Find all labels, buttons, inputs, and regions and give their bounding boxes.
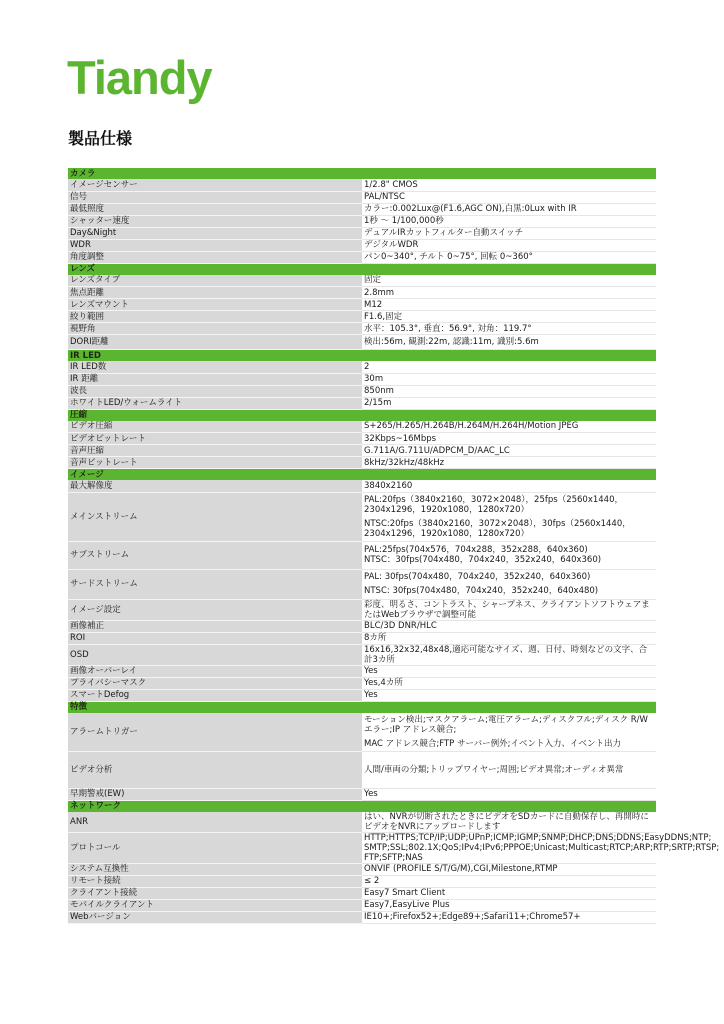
spec-value (362, 480, 656, 492)
spec-label: 画像オーバーレイ (68, 665, 362, 677)
section-bar (362, 800, 656, 812)
spec-value (362, 311, 656, 323)
section-title: 特徴 (68, 701, 362, 713)
spec-row (68, 541, 656, 569)
spec-row (68, 713, 656, 752)
spec-label: ANR (68, 812, 362, 833)
spec-label: システム互換性 (68, 863, 362, 875)
section-title: ネットワーク (68, 800, 362, 812)
spec-label: プロトコール (68, 832, 362, 863)
spec-row (68, 863, 656, 875)
spec-value-line: モーション検出;マスクアラーム;電圧アラーム;ディスクフル;ディスク R/W エラー;IP アドレス競合; (364, 714, 648, 735)
spec-value-line: HTTP;HTTPS;TCP/IP;UDP;UPnP;ICMP;IGMP;SNMP;DHCP;DNS;DDNS;EasyDDNS;NTP; (364, 832, 712, 843)
spec-row (68, 445, 656, 457)
spec-label: サードストリーム (68, 569, 362, 599)
section-title: レンズ (68, 263, 362, 275)
section-title: 圧縮 (68, 409, 362, 421)
section-bar (362, 409, 656, 421)
spec-value (362, 812, 656, 833)
spec-value (362, 887, 656, 899)
spec-label: アラームトリガー (68, 713, 362, 752)
spec-value-line: ONVIF (PROFILE S/T/G/M),CGI,Milestone,RTMP (364, 864, 558, 874)
spec-row (68, 457, 656, 469)
spec-value (362, 191, 656, 203)
section-bar (362, 168, 656, 179)
spec-value (362, 665, 656, 677)
spec-table (68, 168, 720, 924)
spec-value (362, 569, 656, 599)
spec-label: IR LED数 (68, 361, 362, 373)
spec-value-line: 30m (364, 374, 384, 384)
spec-value (362, 788, 656, 800)
section-bar (362, 263, 656, 275)
spec-row (68, 620, 656, 632)
spec-label: ビデオビットレート (68, 433, 362, 445)
spec-value-line: 2/15m (364, 398, 392, 408)
spec-value-line: IE10+;Firefox52+;Edge89+;Safari11+;Chrome57+ (364, 912, 581, 922)
section-bar (362, 350, 656, 362)
spec-row (68, 373, 656, 385)
section-header (68, 168, 656, 179)
spec-label: 最低照度 (68, 203, 362, 215)
spec-label: 最大解像度 (68, 480, 362, 492)
spec-row (68, 239, 656, 251)
spec-label: モバイルクライアント (68, 899, 362, 911)
spec-value-line: 2 (364, 361, 370, 372)
spec-label: 波長 (68, 385, 362, 397)
spec-value (362, 445, 656, 457)
spec-value (362, 541, 656, 569)
spec-value (362, 492, 656, 541)
spec-value (362, 227, 656, 239)
spec-label: IR 距離 (68, 373, 362, 385)
spec-label: Webバージョン (68, 911, 362, 923)
spec-value-line: 1秒 ～ 1/100,000秒 (364, 216, 444, 226)
spec-value (362, 385, 656, 397)
section-header (68, 263, 656, 275)
spec-value (362, 751, 656, 788)
spec-label: 角度調整 (68, 251, 362, 263)
spec-value-line: デュアルIRカットフィルター自動スイッチ (364, 228, 524, 238)
spec-value-line: 2.8mm (364, 287, 395, 298)
spec-value-line: 彩度、明るさ、コントラスト、シャープネス、クライアントソフトウェアまたはWebブラウザで調整可能 (364, 599, 650, 620)
spec-value-line: Yes (364, 666, 378, 676)
spec-label: 信号 (68, 191, 362, 203)
spec-value (362, 677, 656, 689)
spec-value-line: はい、NVRが切断されたときにビデオをSDカードに自動保存し、再開時にビデオをNVRにアップロードします (364, 811, 649, 832)
section-title: カメラ (68, 168, 362, 179)
spec-value-line: Yes,4カ所 (364, 678, 403, 688)
spec-row (68, 397, 656, 409)
spec-row (68, 215, 656, 227)
spec-value-line: 32Kbps~16Mbps (364, 433, 437, 444)
section-header (68, 469, 656, 481)
section-header (68, 800, 656, 812)
spec-value (362, 203, 656, 215)
spec-row (68, 421, 656, 433)
spec-row (68, 689, 656, 701)
spec-row (68, 433, 656, 445)
section-bar (362, 701, 656, 713)
spec-value-line: NTSC：30fps(704x480，704x240，352x240，640x360) (364, 555, 602, 565)
spec-value (362, 361, 656, 373)
section-header (68, 350, 656, 362)
spec-row (68, 812, 656, 833)
spec-value-line: PAL:20fps（3840x2160，3072×2048），25fps（2560x1440，2304x1296，1920x1080，1280x720） (364, 494, 623, 515)
spec-value-line: 850nm (364, 386, 394, 396)
spec-label: ビデオ分析 (68, 751, 362, 788)
spec-row (68, 875, 656, 887)
spec-value-line: NTSC: 30fps(704x480，704x240，352x240，640x480) (364, 586, 599, 596)
spec-value (362, 251, 656, 263)
spec-value-line: 水平：105.3°, 垂直：56.9°, 対角：119.7° (364, 323, 532, 334)
spec-value-line: Easy7 Smart Client (364, 888, 446, 898)
spec-row (68, 788, 656, 800)
spec-row (68, 385, 656, 397)
spec-row (68, 335, 656, 350)
spec-value (362, 832, 720, 863)
spec-row (68, 480, 656, 492)
page-title: 製品仕様 (68, 129, 133, 148)
spec-value (362, 911, 656, 923)
spec-label: WDR (68, 239, 362, 251)
section-title: イメージ (68, 469, 362, 481)
spec-value (362, 215, 656, 227)
spec-label: クライアント接続 (68, 887, 362, 899)
spec-value-line: パン0~340°, チルト 0~75°, 回転 0~360° (364, 252, 533, 262)
spec-label: Day&Night (68, 227, 362, 239)
spec-value (362, 299, 656, 311)
section-header (68, 409, 656, 421)
spec-row (68, 644, 656, 665)
spec-row (68, 203, 656, 215)
spec-value-line: Yes (364, 789, 378, 799)
spec-value (362, 323, 656, 335)
spec-value-line: G.711A/G.711U/ADPCM_D/AAC_LC (364, 445, 510, 456)
spec-row (68, 492, 656, 541)
spec-label: サブストリーム (68, 541, 362, 569)
spec-value-line: PAL:25fps(704x576，704x288，352x288，640x360) (364, 545, 588, 555)
spec-value-line: BLC/3D DNR/HLC (364, 621, 437, 631)
spec-row (68, 361, 656, 373)
spec-label: スマートDefog (68, 689, 362, 701)
spec-row (68, 191, 656, 203)
spec-label: レンズタイプ (68, 275, 362, 287)
spec-row (68, 299, 656, 311)
spec-row (68, 751, 656, 788)
spec-row (68, 311, 656, 323)
spec-label: レンズマウント (68, 299, 362, 311)
spec-value-line: S+265/H.265/H.264B/H.264M/H.264H/Motion JPEG (364, 421, 579, 432)
spec-value (362, 899, 656, 911)
spec-label: OSD (68, 644, 362, 665)
spec-row (68, 569, 656, 599)
spec-value-line: M12 (364, 299, 383, 310)
spec-label: DORI距離 (68, 335, 362, 350)
spec-value-line: 検出:56m, 観測:22m, 認識:11m, 識別:5.6m (364, 337, 539, 347)
spec-label: プライバシーマスク (68, 677, 362, 689)
spec-value (362, 644, 656, 665)
spec-label: 早期警戒(EW) (68, 788, 362, 800)
spec-value (362, 620, 656, 632)
spec-value (362, 397, 656, 409)
spec-label: ホワイトLED/ウォームライト (68, 397, 362, 409)
spec-value (362, 713, 656, 752)
spec-label: 焦点距離 (68, 287, 362, 299)
spec-value-line: 1/2.8" CMOS (364, 179, 418, 190)
spec-value (362, 275, 656, 287)
spec-value (362, 632, 656, 644)
section-header (68, 701, 656, 713)
spec-value-line: カラー:0.002Lux@(F1.6,AGC ON),白黒:0Lux with IR (364, 204, 577, 214)
spec-label: 画像補正 (68, 620, 362, 632)
spec-row (68, 251, 656, 263)
spec-label: イメージ設定 (68, 599, 362, 620)
spec-value (362, 457, 656, 469)
spec-row (68, 287, 656, 299)
spec-value-line: MAC アドレス競合;FTP サーバー例外;イベント入力、イベント出力 (364, 738, 621, 749)
spec-value-line: PAL: 30fps(704x480，704x240，352x240，640x360) (364, 572, 591, 582)
tiandy-logo: Tiandy (67, 51, 212, 104)
spec-value-line: Easy7,EasyLive Plus (364, 900, 450, 910)
spec-value-line: 固定 (364, 275, 382, 286)
spec-label: 視野角 (68, 323, 362, 335)
spec-row (68, 911, 656, 923)
spec-value (362, 373, 656, 385)
spec-value-line: 3840x2160 (364, 480, 413, 491)
spec-value-line: 8カ所 (364, 633, 387, 643)
spec-row (68, 899, 656, 911)
spec-row (68, 323, 656, 335)
spec-value-line: Yes (364, 690, 378, 700)
spec-value-line: PAL/NTSC (364, 192, 405, 202)
spec-label: 音声圧縮 (68, 445, 362, 457)
spec-value (362, 599, 656, 620)
spec-value (362, 433, 656, 445)
spec-value (362, 875, 656, 887)
spec-value-line: F1.6,固定 (364, 311, 403, 322)
section-title: IR LED (68, 350, 362, 362)
spec-value (362, 239, 656, 251)
spec-value (362, 287, 656, 299)
spec-row (68, 632, 656, 644)
spec-value-line: ≤ 2 (364, 876, 380, 886)
spec-label: 音声ビットレート (68, 457, 362, 469)
spec-value-line: 16x16,32x32,48x48,適応可能なサイズ、週、日付、時刻などの文字、合計3カ所 (364, 644, 648, 665)
spec-value-line: SMTP;SSL;802.1X;QoS;IPv4;IPv6;PPPOE;Unicast;Multicast;RTCP;ARP;RTP;SRTP;RTSP; FTP;SFTP;NAS (364, 842, 720, 863)
spec-row (68, 677, 656, 689)
spec-label: イメージセンサー (68, 179, 362, 191)
spec-row (68, 227, 656, 239)
spec-value-line: 人間/車両の分類;トリップワイヤー;周囲;ビデオ異常;オーディオ異常 (364, 764, 624, 775)
spec-label: ROI (68, 632, 362, 644)
spec-row (68, 275, 656, 287)
section-bar (362, 469, 656, 481)
spec-row (68, 887, 656, 899)
spec-value (362, 689, 656, 701)
spec-row (68, 599, 656, 620)
spec-label: 絞り範囲 (68, 311, 362, 323)
spec-row (68, 832, 656, 863)
spec-value-line: デジタルWDR (364, 240, 419, 250)
spec-value (362, 863, 656, 875)
spec-value (362, 179, 656, 191)
spec-label: シャッター速度 (68, 215, 362, 227)
spec-value (362, 335, 656, 350)
spec-value-line: NTSC:20fps（3840x2160，3072×2048），30fps（2560x1440，2304x1296，1920x1080，1280x720） (364, 518, 631, 539)
spec-row (68, 665, 656, 677)
spec-label: ビデオ圧縮 (68, 421, 362, 433)
spec-value (362, 421, 656, 433)
spec-row (68, 179, 656, 191)
spec-value-line: 8kHz/32kHz/48kHz (364, 457, 445, 468)
spec-label: メインストリーム (68, 492, 362, 541)
spec-label: リモート接続 (68, 875, 362, 887)
